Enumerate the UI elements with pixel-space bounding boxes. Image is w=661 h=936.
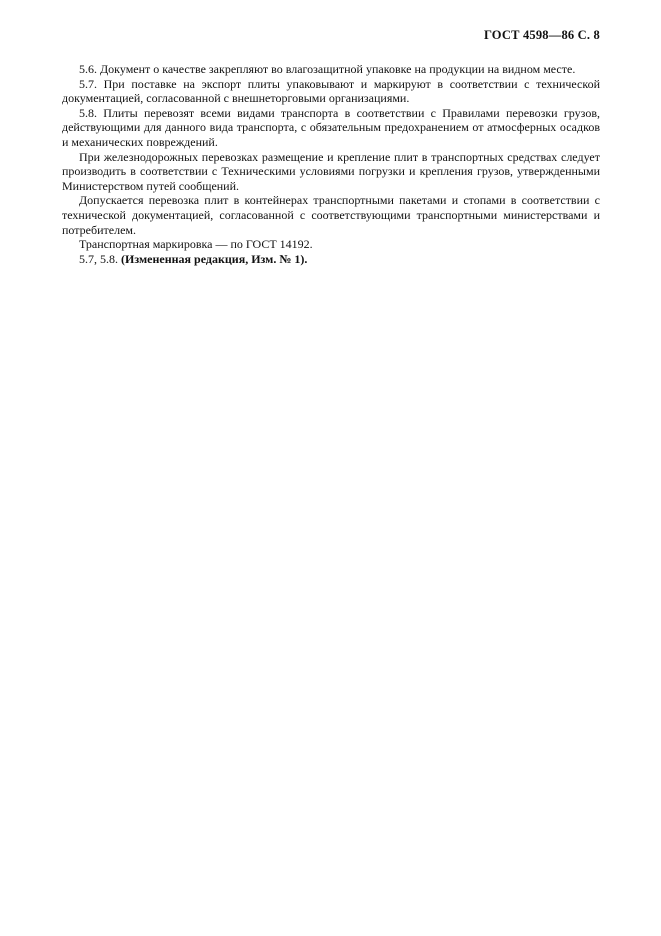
document-body bbox=[62, 62, 600, 266]
paragraph-5-8: 5.8. Плиты перевозят всеми видами транспорта в соответствии с Правилами перевозки грузов, действующими для данного вида транспорта, с обязательным предохранением от атмосферных осадков и механических повреждений. bbox=[62, 105, 600, 149]
page-header: ГОСТ 4598—86 С. 8 bbox=[483, 28, 600, 42]
amendment-label: (Измененная редакция, Изм. № 1). bbox=[121, 251, 308, 266]
paragraph-container-transport: Допускается перевозка плит в контейнерах транспортными пакетами и стопами в соответствии с технической документацией, согласованной с соответствующими транспортными министерствами и потребителем. bbox=[62, 193, 600, 237]
paragraph-5-6: 5.6. Документ о качестве закрепляют во влагозащитной упаковке на продукции на видном месте. bbox=[79, 62, 576, 76]
amendment-prefix: 5.7, 5.8. bbox=[79, 251, 121, 266]
paragraph-transport-marking: Транспортная маркировка — по ГОСТ 14192. bbox=[79, 237, 313, 252]
paragraph-railway-transport: При железнодорожных перевозках размещение и крепление плит в транспортных средствах следует производить в соответствии с Техническими условиями погрузки и крепления грузов, утвержденными Министерством путей сообщений. bbox=[62, 149, 600, 193]
amendment-note bbox=[62, 252, 600, 267]
paragraph-5-7: 5.7. При поставке на экспорт плиты упаковывают и маркируют в соответствии с технической документацией, согласованной с внешнеторговыми организациями. bbox=[62, 76, 600, 106]
